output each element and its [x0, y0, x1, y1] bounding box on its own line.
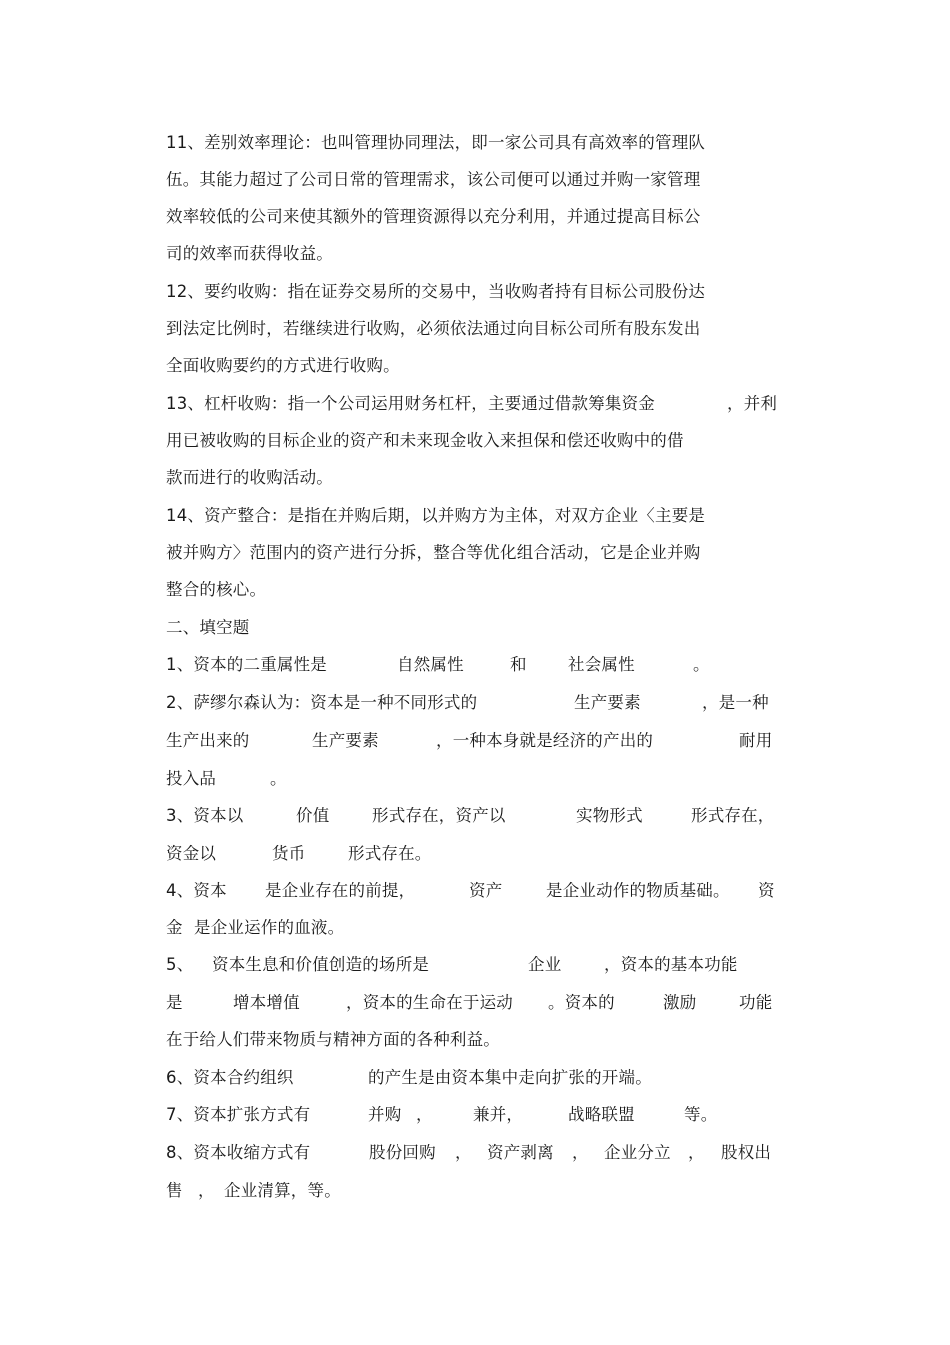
term-14-line-2: 被并购方〉范围内的资产进行分拆，整合等优化组合活动，它是企业并购 [166, 543, 701, 562]
q8-text-e: ， [572, 1143, 589, 1162]
term-11-line-3: 效率较低的公司来使其额外的管理资源得以充分利用，并通过提高目标公 [166, 207, 701, 226]
q8-answer-1: 股份回购 [369, 1143, 436, 1162]
q5-answer-3: ，资本的生命在于运动 [346, 993, 513, 1012]
fill-q4-line-1 [166, 876, 786, 906]
q2-answer-3-b: 投入品 [166, 769, 217, 788]
q7-answer-1: 并购 [368, 1105, 402, 1124]
q5-text-l2d: 。资本的 [548, 993, 615, 1012]
q4-answer-2: 资产 [469, 881, 503, 900]
q4-text-b: 是企业存在的前提， [265, 881, 416, 900]
q8-text-a: 8、资本收缩方式有 [166, 1143, 311, 1162]
q8-answer-4-a: 股权出 [721, 1143, 772, 1162]
q5-text-b: 资本生息和价值创造的场所是 [212, 955, 430, 974]
q8-answer-4-b: 售 [166, 1181, 183, 1200]
term-13-line-1-a: 13、杠杆收购：指一个公司运用财务杠杆，主要通过借款筹集资金 [166, 394, 655, 413]
q8-text-c: ， [455, 1143, 472, 1162]
fill-q2-line-1 [166, 688, 786, 718]
fill-q2-line-2 [166, 726, 786, 756]
section-title: 二、填空题 [166, 618, 250, 637]
q5-answer-4: 激励 [663, 993, 697, 1012]
q1-text-a: 1、资本的二重属性是 [166, 655, 327, 674]
term-11-line-2: 伍。其能力超过了公司日常的管理需求，该公司便可以通过并购一家管理 [166, 170, 701, 189]
term-11-line-4: 司的效率而获得收益。 [166, 244, 333, 263]
fill-q2-line-3 [166, 764, 786, 794]
q4-text-l2b: 是企业运作的血液。 [194, 918, 345, 937]
q8-answer-3: 企业分立 [604, 1143, 671, 1162]
q5-text-l2a: 是 [166, 993, 183, 1012]
q4-answer-3-b: 金 [166, 918, 183, 937]
fill-q5-line-1 [166, 950, 786, 980]
q3-text-l2c: 形式存在。 [348, 844, 432, 863]
q2-text-a: 2、萨缪尔森认为：资本是一种不同形式的 [166, 693, 478, 712]
q3-text-l2a: 资金以 [166, 844, 217, 863]
term-11-line-1: 11、差别效率理论：也叫管理协同理法，即一家公司具有高效率的管理队 [166, 133, 706, 152]
q5-answer-1: 企业 [528, 955, 562, 974]
term-13-line-3: 款而进行的收购活动。 [166, 468, 333, 487]
q7-text-f: 等。 [684, 1105, 718, 1124]
q5-text-d: ，资本的基本功能 [604, 955, 738, 974]
fill-q3-line-2 [166, 839, 786, 869]
q4-text-d: 是企业动作的物质基础。 [546, 881, 730, 900]
fill-q8-line-2 [166, 1176, 786, 1206]
term-14-line-3: 整合的核心。 [166, 580, 267, 599]
term-12-line-3: 全面收购要约的方式进行收购。 [166, 356, 400, 375]
q1-text-e: 。 [693, 655, 710, 674]
q4-answer-1: 4、资本 [166, 881, 227, 900]
q2-answer-2: 生产要素 [312, 731, 379, 750]
q7-text-a: 7、资本扩张方式有 [166, 1105, 311, 1124]
fill-q7 [166, 1100, 786, 1130]
term-14-line-1: 14、资产整合：是指在并购后期，以并购方为主体，对双方企业〈主要是 [166, 506, 706, 525]
q3-text-e: 形式存在， [691, 806, 775, 825]
term-13-line-2: 用已被收购的目标企业的资产和未来现金收入来担保和偿还收购中的借 [166, 431, 684, 450]
q5-text-a: 5、 [166, 955, 194, 974]
q3-text-a: 3、资本以 [166, 806, 244, 825]
term-12-line-1: 12、要约收购：指在证券交易所的交易中，当收购者持有目标公司股份达 [166, 282, 706, 301]
q1-text-c: 和 [510, 655, 527, 674]
q7-answer-3: 战略联盟 [568, 1105, 635, 1124]
q3-answer-1: 价值 [296, 806, 330, 825]
term-13-line-1-b: ，并利 [727, 394, 778, 413]
q7-answer-2: 兼并， [473, 1105, 524, 1124]
q5-answer-2: 增本增值 [233, 993, 300, 1012]
fill-q5-line-3: 在于给人们带来物质与精神方面的各种利益。 [166, 1030, 500, 1049]
q8-answer-2: 资产剥离 [487, 1143, 554, 1162]
q2-text-l3b: 。 [270, 769, 287, 788]
q2-text-l2a: 生产出来的 [166, 731, 250, 750]
q8-text-g: ， [688, 1143, 705, 1162]
q8-answer-5: 企业清算，等。 [224, 1181, 341, 1200]
q3-answer-2: 实物形式 [576, 806, 643, 825]
q3-answer-3: 货币 [272, 844, 306, 863]
q1-answer-2: 社会属性 [568, 655, 635, 674]
fill-q5-line-2 [166, 988, 786, 1018]
q2-text-l2c: ，一种本身就是经济的产出的 [436, 731, 654, 750]
q8-text-l2b: ， [198, 1181, 215, 1200]
q2-text-c: ，是一种 [702, 693, 769, 712]
q5-text-l2f: 功能 [739, 993, 773, 1012]
fill-q6 [166, 1063, 786, 1093]
q1-answer-1: 自然属性 [397, 655, 464, 674]
fill-q4-line-2 [166, 913, 786, 943]
fill-q1 [166, 650, 786, 680]
q2-answer-3-a: 耐用 [739, 731, 773, 750]
term-12-line-2: 到法定比例时，若继续进行收购，必须依法通过向目标公司所有股东发出 [166, 319, 701, 338]
q4-answer-3-a: 资 [758, 881, 775, 900]
q3-text-c: 形式存在，资产以 [372, 806, 506, 825]
q2-answer-1: 生产要素 [574, 693, 641, 712]
term-13-line-1 [166, 389, 786, 419]
fill-q3-line-1 [166, 801, 786, 831]
q7-text-c: ， [416, 1105, 433, 1124]
q6-text-b: 的产生是由资本集中走向扩张的开端。 [368, 1068, 652, 1087]
fill-q8-line-1 [166, 1138, 786, 1168]
q6-answer-1: 6、资本合约组织 [166, 1068, 294, 1087]
